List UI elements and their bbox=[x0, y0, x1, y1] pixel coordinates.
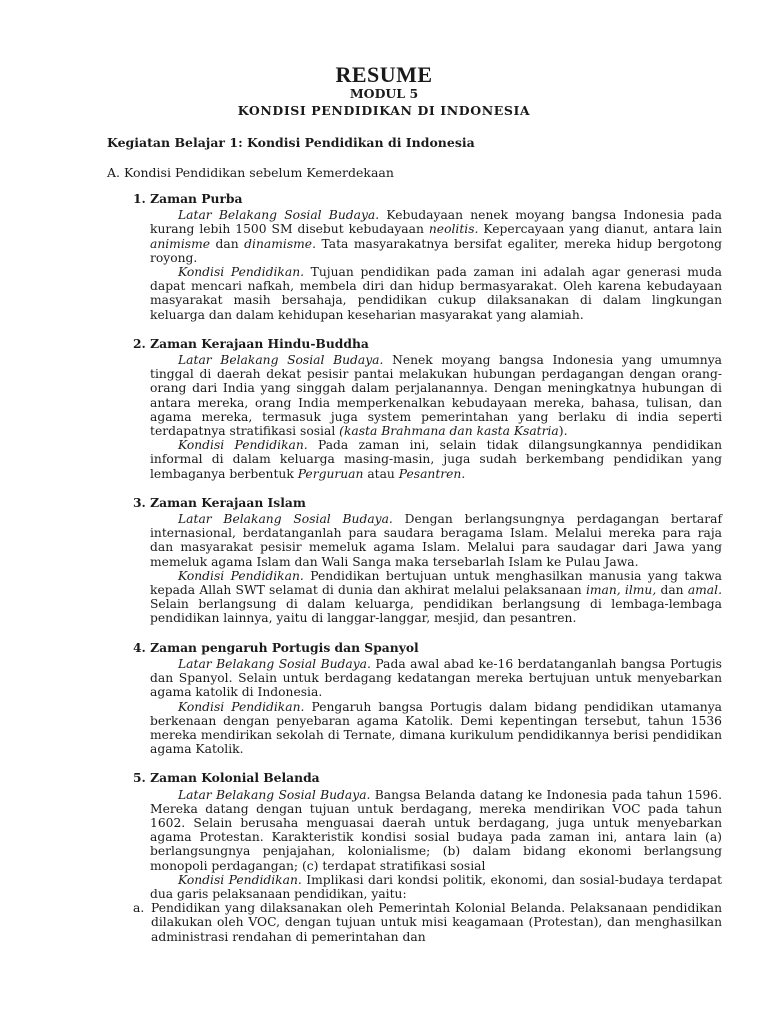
paragraph: Kondisi Pendidikan. Tujuan pendidikan pada zaman ini adalah agar generasi muda dapat mencari nafkah, membela diri dan hidup bermasyarakat. Oleh karena kebudayaan masyarakat masih bersahaja, pendidikan cukup dilaksanakan di dalam lingkungan keluarga dan dalam kehidupan keseharian masyarakat yang alamiah. bbox=[150, 265, 723, 322]
paragraph: Latar Belakang Sosial Budaya. Kebudayaan nenek moyang bangsa Indonesia pada kurang lebih 1500 SM disebut kebudayaan neolitis. Kepercayaan yang dianut, antara lain animisme dan dinamisme. Tata masyarakatnya bersifat egaliter, mereka hidup bergotong royong. bbox=[150, 208, 722, 265]
paragraph: Kondisi Pendidikan. Implikasi dari kondsi politik, ekonomi, dan sosial-budaya terdapat dua garis pelaksanaan pendidikan, yaitu: bbox=[150, 872, 722, 901]
document-body bbox=[133, 191, 723, 959]
section-zaman-purba bbox=[133, 191, 723, 322]
section-heading: 3. Zaman Kerajaan Islam bbox=[133, 494, 306, 510]
paragraph: Kondisi Pendidikan. Pendidikan bertujuan untuk menghasilkan manusia yang takwa kepada Allah SWT selamat di dunia dan akhirat melalui pelaksanaan iman, ilmu, dan amal. Selain berlangsung di dalam keluarga, pendidikan berlangsung di lembaga-lembaga pendidikan lainnya, yaitu di langgar-langgar, mesjid, dan pesantren. bbox=[150, 568, 722, 626]
section-heading: 4. Zaman pengaruh Portugis dan Spanyol bbox=[133, 639, 419, 655]
section-heading: 2. Zaman Kerajaan Hindu-Buddha bbox=[133, 335, 369, 351]
section-a-heading: A. Kondisi Pendidikan sebelum Kemerdekaan bbox=[107, 165, 394, 180]
kegiatan-heading: Kegiatan Belajar 1: Kondisi Pendidikan di Indonesia bbox=[107, 135, 475, 150]
paragraph: Kondisi Pendidikan. Pada zaman ini, selain tidak dilangsungkannya pendidikan informal di dalam keluarga masing-masin, juga sudah berkembang pendidikan yang lembaganya berbentuk Perguruan atau Pesantren. bbox=[150, 438, 722, 481]
paragraph: Latar Belakang Sosial Budaya. Dengan berlangsungnya perdagangan bertaraf internasional, berdatanganlah para saudara beragama Islam. Melalui mereka para raja dan masyarakat pesisir memeluk agama Islam. Melalui para saudagar dari Jawa yang memeluk agama Islam dan Wali Sanga maka tersebarlah Islam ke Pulau Jawa. bbox=[150, 512, 722, 569]
paragraph: Latar Belakang Sosial Budaya. Nenek moyang bangsa Indonesia yang umumnya tinggal di daerah dekat pesisir pantai melakukan hubungan perdagangan dengan orang-orang dari India yang singgah dalam perjalanannya. Dengan meningkatnya hubungan di antara mereka, orang India memperkenalkan kebudayaan mereka, bahasa, tulisan, dan agama mereka, termasuk juga system pemerintahan yang berlaku di india seperti terdapatnya stratifikasi sosial (kasta Brahmana dan kasta Ksatria). bbox=[150, 353, 722, 439]
list-item: a. Pendidikan yang dilaksanakan oleh Pemerintah Kolonial Belanda. Pelaksanaan pendidikan dilakukan oleh VOC, dengan tujuan untuk misi keagamaan (Protestan), dan menghasilkan administrasi rendahan di pemerintahan dan bbox=[133, 901, 722, 944]
section-hindu-buddha bbox=[133, 335, 722, 481]
paragraph: Latar Belakang Sosial Budaya. Bangsa Belanda datang ke Indonesia pada tahun 1596. Mereka datang dengan tujuan untuk berdagang, mereka mendirikan VOC pada tahun 1602. Selain berusaha menguasai daerah untuk berdagang, juga untuk menyebarkan agama Protestan. Karakteristik kondisi sosial budaya pada zaman ini, antara lain (a) berlangsungnya penjajahan, kolonialisme; (b) dalam bidang ekonomi berlangsung monopoli perdagangan; (c) terdapat stratifikasi sosial bbox=[150, 787, 722, 873]
document-title: RESUME bbox=[335, 62, 433, 87]
paragraph: Kondisi Pendidikan. Pengaruh bangsa Portugis dalam bidang pendidikan utamanya berkenaan dengan penyebaran agama Katolik. Demi kepentingan tersebut, tahun 1536 mereka mendirikan sekolah di Ternate, dimana kurikulum pendidikannya berisi pendidikan agama Katolik. bbox=[150, 699, 722, 757]
section-portugis-spanyol bbox=[133, 639, 722, 757]
section-kerajaan-islam bbox=[133, 494, 722, 626]
section-heading: 5. Zaman Kolonial Belanda bbox=[133, 770, 320, 786]
list bbox=[133, 901, 722, 944]
section-heading: 1. Zaman Purba bbox=[133, 191, 243, 206]
module-label: MODUL 5 bbox=[349, 86, 419, 101]
document-subtitle: KONDISI PENDIDIKAN DI INDONESIA bbox=[237, 103, 531, 118]
paragraph: Latar Belakang Sosial Budaya. Pada awal abad ke-16 berdatanganlah bangsa Portugis dan Spanyol. Selain untuk berdagang kedatangan mereka bertujuan untuk menyebarkan agama katolik di Indonesia. bbox=[150, 656, 722, 700]
section-kolonial-belanda bbox=[133, 770, 722, 944]
